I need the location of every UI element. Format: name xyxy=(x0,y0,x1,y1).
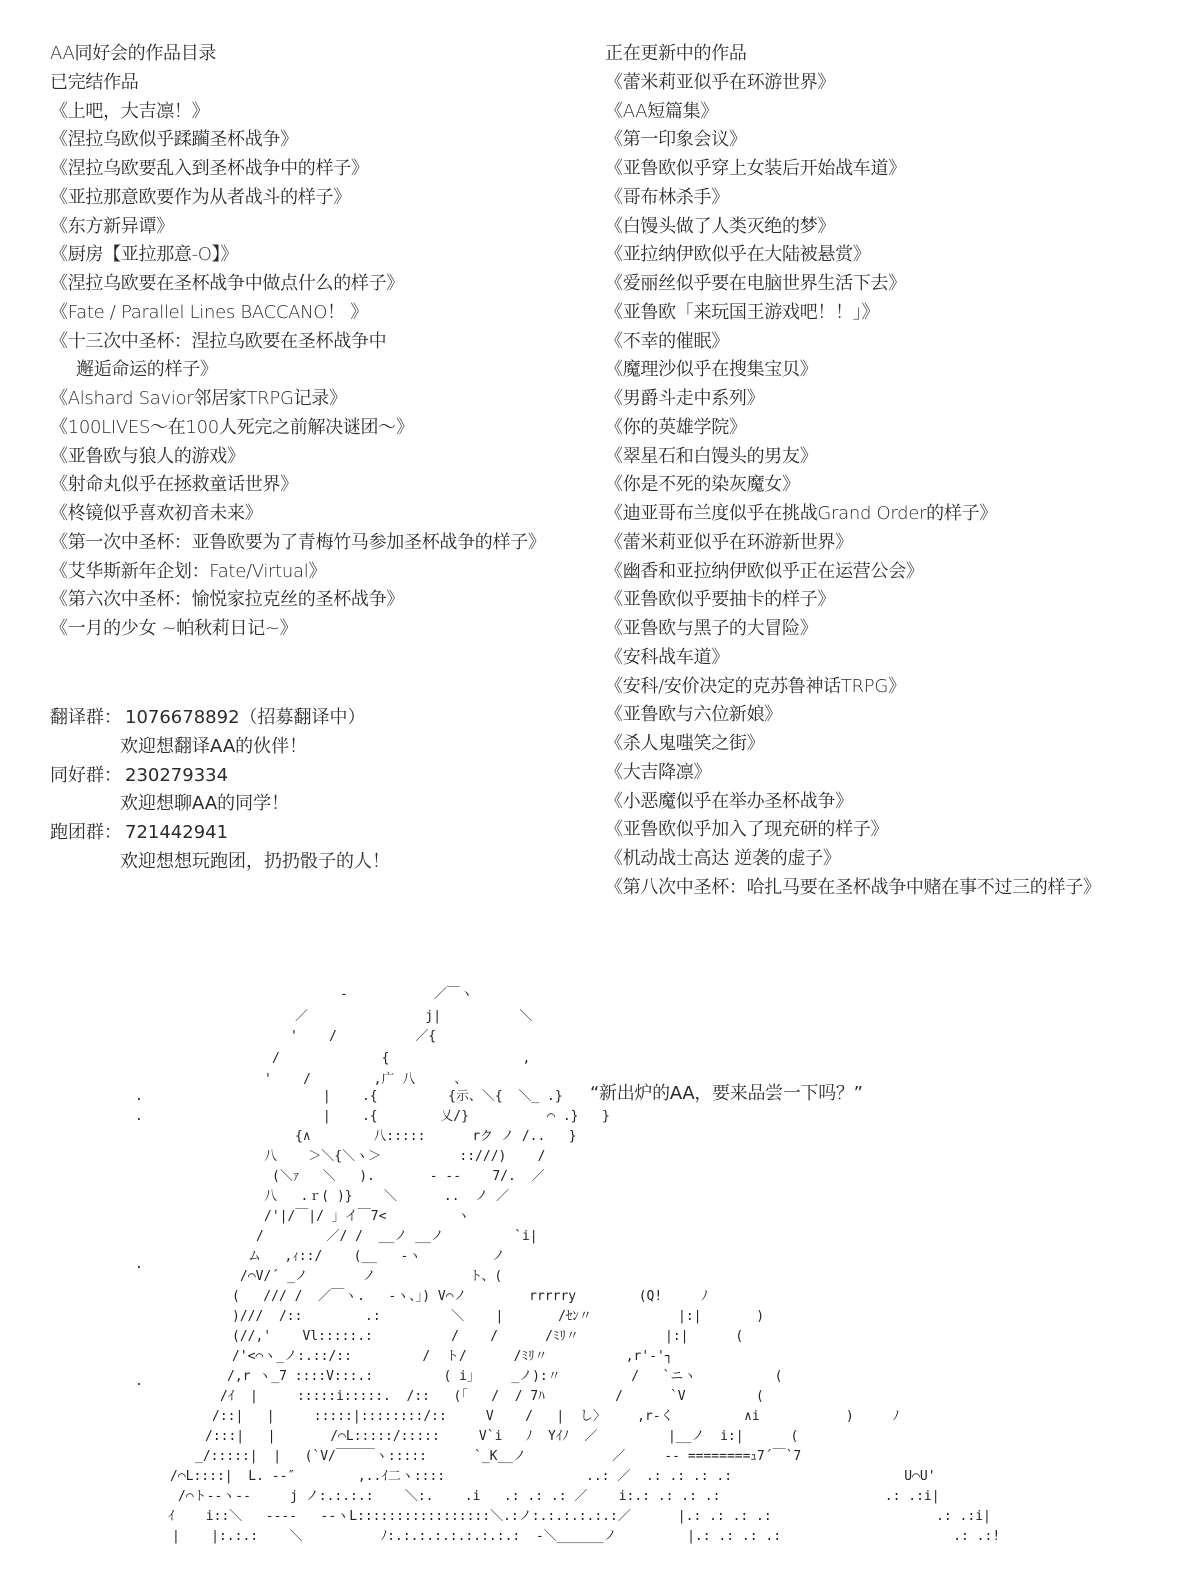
ascii-art-line: /,r ヽ_7 ::::V:::.: ( i」 _ノ):〃 / `ニヽ ( xyxy=(227,1369,783,1384)
ongoing-work-item: 《蕾米莉亚似乎在环游新世界》 xyxy=(605,531,853,553)
ascii-art-line: . | .{ {示、＼{ ＼_ .} xyxy=(135,1089,563,1104)
ongoing-work-item: 《亚拉纳伊欧似乎在大陆被悬赏》 xyxy=(605,244,871,266)
ascii-art-line: _/:::::| | (`V/￣￣￣ヽ::::: `_K__ノ ／ ‐‐ ========ｭ7´￣`7 xyxy=(195,1449,802,1464)
group-number: 230279334 xyxy=(125,764,229,786)
completed-work-item: 《第一次中圣杯：亚鲁欧要为了青梅竹马参加圣杯战争的样子》 xyxy=(50,531,546,553)
ascii-art-line: ' / ,广 八 、 xyxy=(264,1072,468,1087)
ongoing-work-item: 《爱丽丝似乎要在电脑世界生活下去》 xyxy=(605,273,906,294)
catalog-title: AA同好会的作品目录 xyxy=(50,43,217,64)
completed-work-item: 《涅拉乌欧要乱入到圣杯战争中的样子》 xyxy=(50,158,369,179)
ascii-art-line: . | .{ 乂/} ⌒ .} } xyxy=(135,1109,610,1124)
completed-work-item: 《100LIVES～在100人死完之前解决谜团～》 xyxy=(50,416,414,438)
ascii-art-line: | |:.:.: ＼ ﾉ:.:.:.:.:.:.:.:.: ‐＼______ノ |.: .: .: .: .: .:! xyxy=(172,1529,1001,1544)
completed-work-item: 《十三次中圣杯：涅拉乌欧要在圣杯战争中 xyxy=(50,330,387,352)
completed-work-item: 《厨房【亚拉那意-O】》 xyxy=(50,244,239,266)
ongoing-work-item: 《哥布林杀手》 xyxy=(605,186,729,208)
completed-work-item: 《Alshard Savior邻居家TRPG记录》 xyxy=(50,388,347,409)
ongoing-work-item: 《幽香和亚拉纳伊欧似乎正在运营公会》 xyxy=(605,560,924,582)
ongoing-work-item: 《杀人鬼嗤笑之街》 xyxy=(605,733,765,754)
ongoing-work-item: 《不幸的催眠》 xyxy=(605,330,729,352)
ongoing-work-item: 《男爵斗走中系列》 xyxy=(605,388,765,409)
ongoing-work-item: 《AA短篇集》 xyxy=(605,100,719,122)
group-number: 721442941 xyxy=(125,822,229,843)
ongoing-work-item: 《安科战车道》 xyxy=(605,646,729,668)
group-note: 欢迎想聊AA的同学！ xyxy=(120,793,290,815)
ascii-art-line: / { , xyxy=(272,1051,531,1066)
ongoing-work-item: 《安科/安价决定的克苏鲁神话TRPG》 xyxy=(605,675,906,697)
ascii-art-line: ｲ i::＼ ‐‐‐‐ ‐‐ヽL:::::::::::::::::＼.:ノ:.:.:.:.:.:／ |.: .: .: .: .: .:i| xyxy=(168,1509,991,1524)
ascii-art-line: /:::| | /⌒L:::::/::::: V`i ﾉ Yｲﾉ ／ |__ノ i:| ( xyxy=(205,1429,799,1444)
group-number: 1076678892（招募翻译中） xyxy=(125,707,366,728)
completed-work-item: 《一月的少女 ~帕秋莉日记~》 xyxy=(50,618,298,639)
ongoing-work-item: 《小恶魔似乎在举办圣杯战争》 xyxy=(605,790,853,812)
ongoing-work-item: 《亚鲁欧与六位新娘》 xyxy=(605,704,782,726)
completed-work-item: 《Fate / Parallel Lines BACCANO！ 》 xyxy=(50,301,368,323)
ongoing-work-item: 《第一印象会议》 xyxy=(605,129,747,151)
ascii-art-line: (//,' Vl:::::.: / / /ﾐﾘ〃 |:| ( xyxy=(232,1329,744,1344)
group-label: 跑团群： xyxy=(50,822,122,843)
ongoing-work-item: 《第八次中圣杯：哈扎马要在圣杯战争中赌在事不过三的样子》 xyxy=(605,876,1101,898)
completed-work-item: 《第六次中圣杯：愉悦家拉克丝的圣杯战争》 xyxy=(50,589,404,611)
ascii-art-line: ( /// / ／￣ヽ. ‐ヽ、」) V⌒ノ rrrrry (Q! ﾉ xyxy=(232,1289,708,1304)
ascii-art-line: /⌒ト‐‐ヽ‐‐ j ノ:.:.:.: ＼:. .i .: .: .: ／ i:.: .: .: .: .: .:i| xyxy=(178,1489,940,1504)
completed-work-item: 《涅拉乌欧要在圣杯战争中做点什么的样子》 xyxy=(50,273,404,294)
completed-work-item: 《亚拉那意欧要作为从者战斗的样子》 xyxy=(50,186,351,208)
ascii-art-line: )/// /:: .: ＼ | /ｾﾝ〃 |:| ) xyxy=(232,1309,765,1324)
group-note: 欢迎想翻译AA的伙伴！ xyxy=(120,735,308,757)
ascii-art-line: 八 ＞＼{＼ヽ＞ ::///) / xyxy=(264,1149,546,1164)
completed-work-item: 《柊镜似乎喜欢初音未来》 xyxy=(50,503,263,524)
group-label: 翻译群： xyxy=(50,707,122,728)
completed-work-item: 《涅拉乌欧似乎蹂躏圣杯战争》 xyxy=(50,129,298,151)
ongoing-work-item: 《亚鲁欧似乎穿上女装后开始战车道》 xyxy=(605,158,906,179)
ongoing-work-item: 《亚鲁欧与黑子的大冒险》 xyxy=(605,618,818,639)
ongoing-work-item: 《翠星石和白馒头的男友》 xyxy=(605,445,818,467)
ascii-art-line: /ｲ | :::::i:::::. /:: (「 / / 7ﾊ / `V ( xyxy=(220,1389,764,1404)
ongoing-heading: 正在更新中的作品 xyxy=(605,43,747,64)
ascii-art-line: ' / ／{ xyxy=(290,1029,437,1044)
ascii-art-line: 八 .ｒ( )} ＼ .. ノ ／ xyxy=(264,1189,510,1204)
ongoing-work-item: 《你的英雄学院》 xyxy=(605,416,747,438)
completed-work-item: 《艾华斯新年企划：Fate/Virtual》 xyxy=(50,560,327,582)
ongoing-work-item: 《机动战士高达 逆袭的虚子》 xyxy=(605,848,841,869)
completed-work-item: 《上吧，大吉凛！》 xyxy=(50,100,210,122)
ascii-art-line: . xyxy=(135,1257,143,1272)
ascii-art-line: {∧ 八::::: rク ノ /.. } xyxy=(295,1129,577,1144)
ongoing-work-item: 《蕾米莉亚似乎在环游世界》 xyxy=(605,71,836,93)
ongoing-work-item: 《大吉降凛》 xyxy=(605,761,712,783)
ongoing-work-item: 《亚鲁欧似乎要抽卡的样子》 xyxy=(605,589,836,611)
completed-work-item: 《东方新异谭》 xyxy=(50,215,174,237)
group-note: 欢迎想想玩跑团，扔扔骰子的人！ xyxy=(120,850,390,872)
ongoing-work-item: 《迪亚哥布兰度似乎在挑战Grand Order的样子》 xyxy=(605,503,997,524)
ascii-art-line: /'<⌒ヽ_ノ:.::/:: / ト/ /ﾐﾘ〃 ,r'‐'┐ xyxy=(232,1349,673,1364)
group-label: 同好群： xyxy=(50,764,122,786)
completed-work-item-continued: 邂逅命运的样子》 xyxy=(76,359,218,381)
completed-heading: 已完结作品 xyxy=(50,71,139,93)
ascii-art-line: (＼ｧ ＼ ). ‐ ‐‐ 7/. ／ xyxy=(272,1169,545,1184)
speech-bubble-text: “新出炉的AA，要来品尝一下吗？” xyxy=(590,1083,863,1104)
ongoing-work-item: 《你是不死的染灰魔女》 xyxy=(605,474,800,496)
completed-work-item: 《亚鲁欧与狼人的游戏》 xyxy=(50,445,245,467)
ascii-art-line: /⌒V/´ _ノ ノ ト、( xyxy=(240,1269,503,1284)
ascii-art-line: ‐ ／￣ヽ xyxy=(340,987,473,1002)
ascii-art-line: /⌒L::::| L. ‐‐″ ,..ｲ二ヽ:::: ..: ／ .: .: .: .: U⌒U' xyxy=(170,1469,936,1484)
ascii-art-line: . xyxy=(135,1374,143,1389)
ascii-art-line: ／ j| ＼ xyxy=(295,1009,533,1024)
ongoing-work-item: 《魔理沙似乎在搜集宝贝》 xyxy=(605,359,818,381)
ascii-art-line: ム ,ｨ::/ (__ ‐ヽ ノ xyxy=(248,1249,505,1264)
ongoing-work-item: 《亚鲁欧似乎加入了现充研的样子》 xyxy=(605,819,889,841)
ascii-art-line: /'|/￣|/ 」イ￣7< ヽ xyxy=(264,1209,470,1224)
ongoing-work-item: 《白馒头做了人类灭绝的梦》 xyxy=(605,215,836,237)
ascii-art-line: / ／/ / __ノ __ノ `i| xyxy=(256,1229,538,1244)
ascii-art-line: /::| | :::::|::::::::/:: V / | し〉 ,r‐く ∧i ) ﾉ xyxy=(212,1409,900,1424)
completed-work-item: 《射命丸似乎在拯救童话世界》 xyxy=(50,474,298,496)
ongoing-work-item: 《亚鲁欧「来玩国王游戏吧！！」》 xyxy=(605,301,880,323)
